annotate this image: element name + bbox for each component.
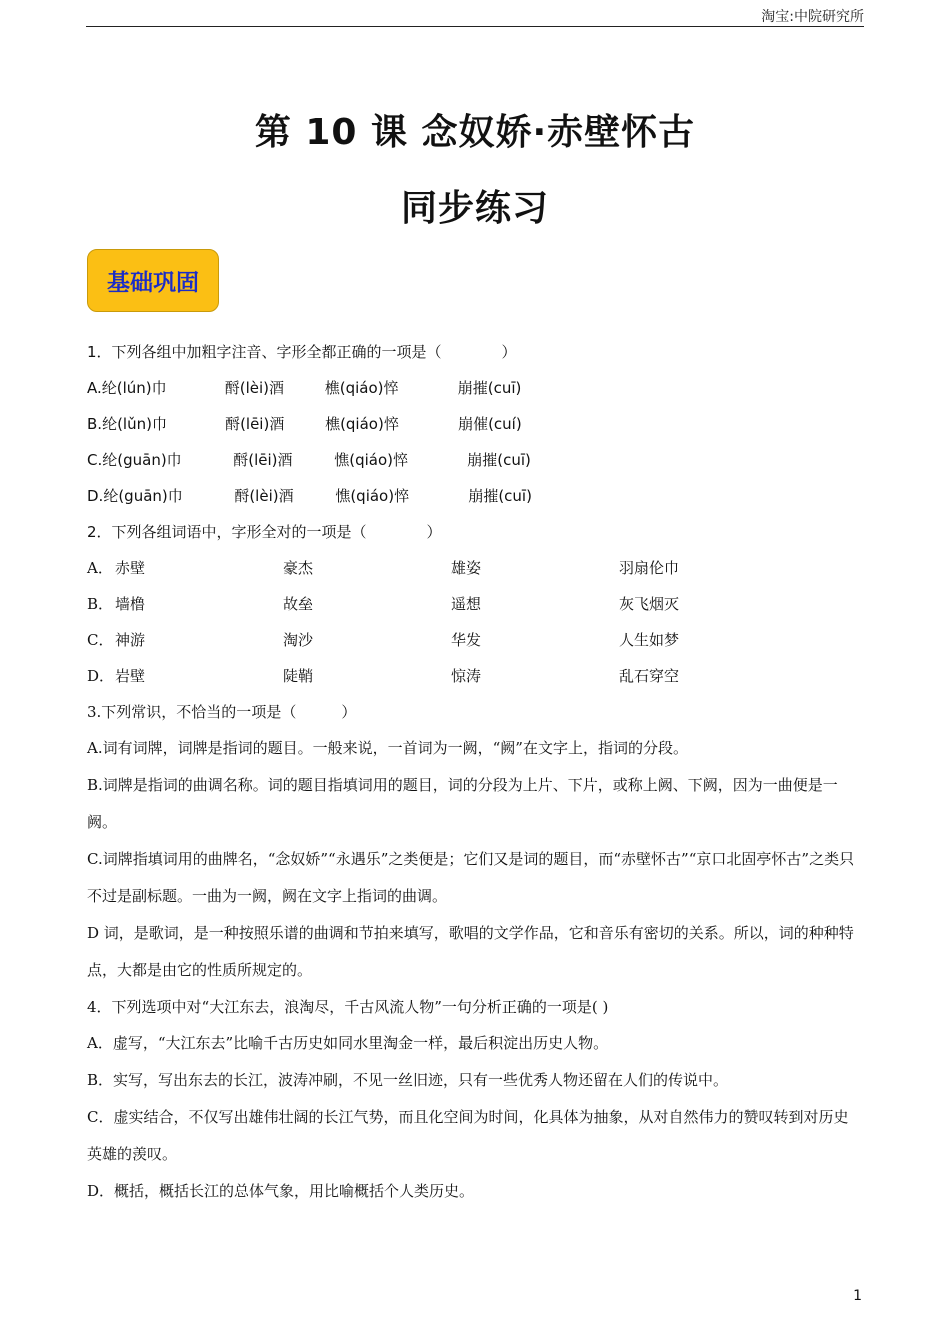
section-badge: 基础巩固 <box>87 249 219 312</box>
header-brand: 淘宝:中院研究所 <box>761 9 864 25</box>
q3-option-a: A.词有词牌，词牌是指词的题目。一般来说，一首词为一阙，“阙”在文字上，指词的分段。 <box>87 739 688 757</box>
q4-stem: 4．下列选项中对“大江东去，浪淘尽，千古风流人物”一句分析正确的一项是( ) <box>87 998 609 1016</box>
q1-option-d: D.纶(guān)巾 酹(lèi)酒 憔(qiáo)悴 崩摧(cuī) <box>87 487 532 505</box>
q2-option-b: B． 墙橹 故垒 遥想 灰飞烟灭 <box>87 595 680 613</box>
q2-option-a: A． 赤壁 豪杰 雄姿 羽扇伦巾 <box>87 559 680 577</box>
q1-stem: 1．下列各组中加粗字注音、字形全都正确的一项是（ ） <box>87 343 517 361</box>
q3-option-b: B.词牌是指词的曲调名称。词的题目指填词用的题目，词的分段为上片、下片，或称上阙、下阙，因为一曲便是一阙。 <box>87 776 838 831</box>
q1-option-b: B.纶(lǔn)巾 酹(lēi)酒 樵(qiáo)悴 崩催(cuí) <box>87 415 522 433</box>
q2-option-d: D． 岩壁 陡鞘 惊涛 乱石穿空 <box>87 667 680 685</box>
q1-option-a: A.纶(lún)巾 酹(lèi)酒 樵(qiáo)悴 崩摧(cuī) <box>87 379 522 397</box>
q4-option-c: C．虚实结合，不仅写出雄伟壮阔的长江气势，而且化空间为时间，化具体为抽象，从对自然伟力的赞叹转到对历史英雄的羡叹。 <box>87 1108 849 1163</box>
q3-option-c: C.词牌指填词用的曲牌名，“念奴娇”“永遇乐”之类便是；它们又是词的题目，而“赤壁怀古”“京口北固亭怀古”之类只不过是副标题。一曲为一阙，阙在文字上指词的曲调。 <box>87 850 855 905</box>
q4-option-a: A．虚写，“大江东去”比喻千古历史如同水里淘金一样，最后积淀出历史人物。 <box>87 1034 609 1052</box>
q2-stem: 2．下列各组词语中，字形全对的一项是（ ） <box>87 523 442 541</box>
q1-option-c: C.纶(guān)巾 酹(lēi)酒 憔(qiáo)悴 崩摧(cuī) <box>87 451 531 469</box>
q2-option-c: C． 神游 淘沙 华发 人生如梦 <box>87 631 680 649</box>
page-number: 1 <box>853 1288 862 1304</box>
exercise-content <box>87 334 863 1210</box>
q3-option-d: D 词，是歌词，是一种按照乐谱的曲调和节拍来填写，歌唱的文学作品，它和音乐有密切的关系。所以，词的种种特点，大都是由它的性质所规定的。 <box>87 924 854 979</box>
q3-stem: 3.下列常识，不恰当的一项是（ ） <box>87 703 357 721</box>
q4-option-b: B．实写，写出东去的长江，波涛冲刷，不见一丝旧迹，只有一些优秀人物还留在人们的传说中。 <box>87 1071 729 1089</box>
lesson-subtitle: 同步练习 <box>400 188 549 229</box>
header-rule <box>86 26 864 27</box>
q4-option-d: D．概括，概括长江的总体气象，用比喻概括个人类历史。 <box>87 1182 475 1200</box>
lesson-title: 第 10 课 念奴娇·赤壁怀古 <box>254 112 696 153</box>
